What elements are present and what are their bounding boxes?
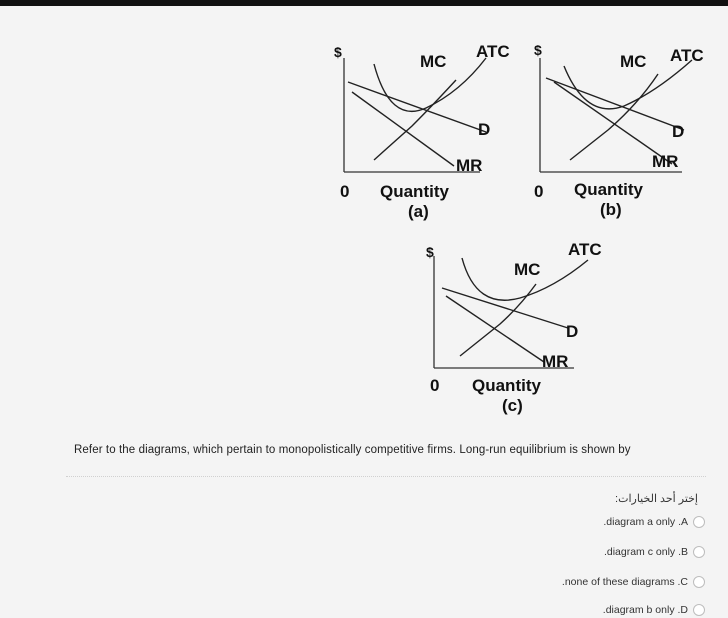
- mc-label: MC: [514, 260, 541, 279]
- mc-label: MC: [420, 52, 447, 71]
- demand-line: [348, 82, 486, 132]
- option-label: .diagram a only .A: [603, 516, 688, 528]
- diagram-c: [420, 236, 620, 426]
- diagram-b: [526, 36, 726, 236]
- mc-curve: [460, 284, 536, 356]
- option-a[interactable]: [603, 514, 688, 530]
- atc-label: ATC: [476, 42, 510, 61]
- mr-label: MR: [456, 156, 483, 175]
- answer-prompt: إختر أحد الخيارات:: [615, 493, 698, 505]
- quantity-label: Quantity: [574, 180, 643, 199]
- atc-label: ATC: [670, 46, 704, 65]
- origin-label: 0: [430, 376, 440, 395]
- diagram-a: [330, 36, 510, 236]
- atc-label: ATC: [568, 240, 602, 259]
- radio-button[interactable]: [693, 516, 705, 528]
- origin-label: 0: [340, 182, 350, 201]
- d-label: D: [478, 120, 491, 139]
- mr-label: MR: [652, 152, 679, 171]
- option-label: .none of these diagrams .C: [561, 576, 688, 588]
- question-card: [0, 6, 728, 618]
- option-b[interactable]: [604, 544, 688, 560]
- mc-label: MC: [620, 52, 647, 71]
- caption-label: (c): [502, 396, 523, 415]
- dollar-label: $: [426, 244, 434, 260]
- option-label: .diagram c only .B: [603, 546, 688, 558]
- caption-label: (b): [600, 200, 622, 219]
- origin-label: 0: [534, 182, 544, 201]
- option-d[interactable]: [603, 602, 688, 618]
- dollar-label: $: [534, 42, 542, 58]
- radio-button[interactable]: [693, 546, 705, 558]
- d-label: D: [566, 322, 579, 341]
- d-label: D: [672, 122, 685, 141]
- option-c[interactable]: [562, 574, 688, 590]
- mc-curve: [570, 74, 658, 160]
- quantity-label: Quantity: [472, 376, 541, 395]
- option-label: .diagram b only .D: [602, 604, 688, 616]
- mr-line: [352, 92, 454, 166]
- dollar-label: $: [334, 44, 342, 60]
- radio-button[interactable]: [693, 576, 705, 588]
- question-text: Refer to the diagrams, which pertain to monopolistically competitive firms. Long-run equilibrium is shown by: [74, 444, 631, 456]
- divider: [66, 476, 706, 478]
- mc-curve: [374, 80, 456, 160]
- mr-label: MR: [542, 352, 569, 371]
- quantity-label: Quantity: [380, 182, 449, 201]
- caption-label: (a): [408, 202, 429, 221]
- demand-line: [442, 288, 568, 328]
- demand-line: [546, 78, 684, 130]
- radio-button[interactable]: [693, 604, 705, 616]
- mr-line: [446, 296, 544, 362]
